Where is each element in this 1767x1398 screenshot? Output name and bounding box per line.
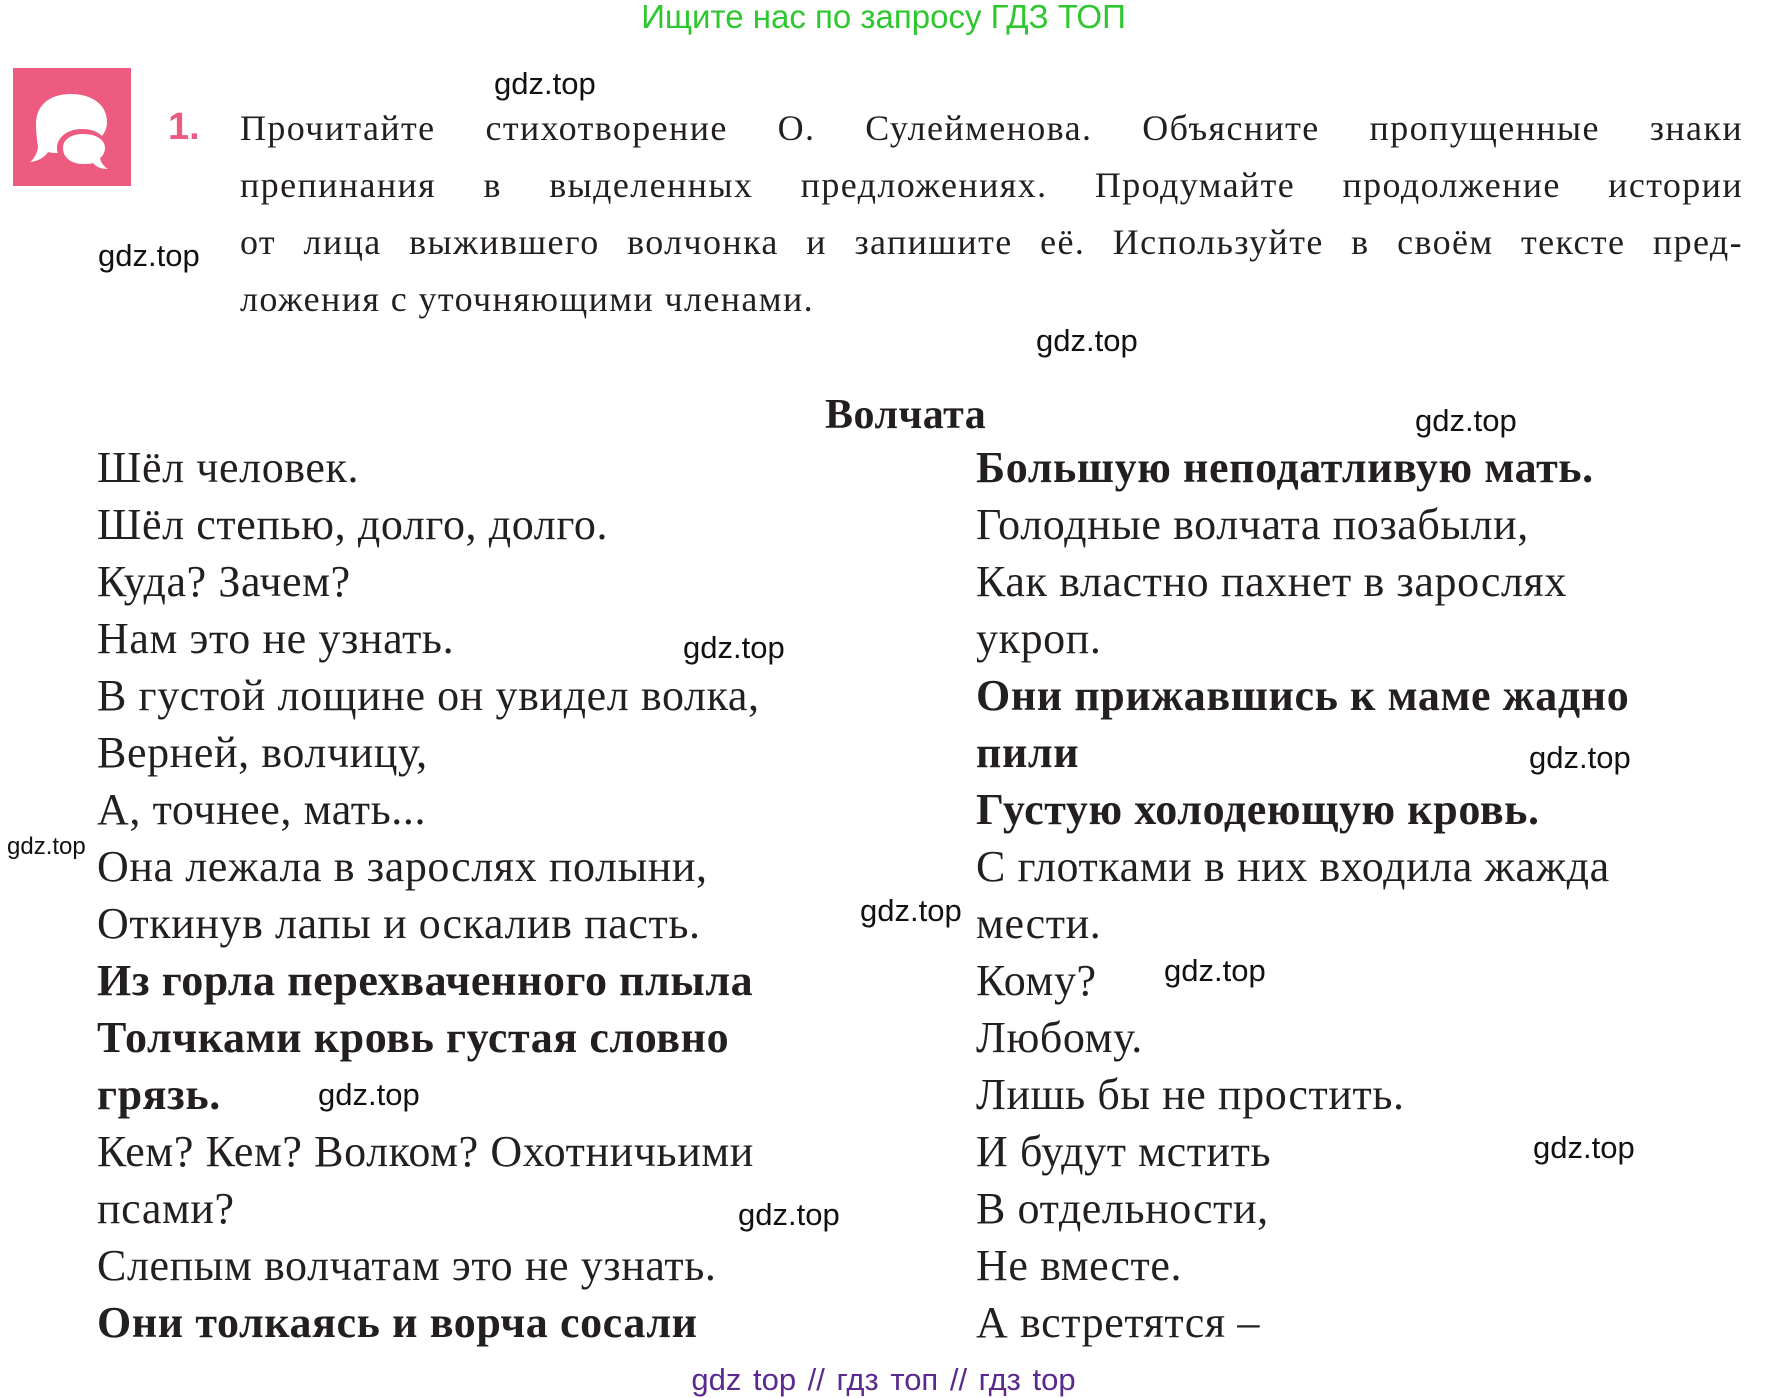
poem-left-line: Верней, волчицу, — [97, 728, 428, 777]
poem-left-line: Шёл степью, долго, долго. — [97, 500, 609, 549]
poem-right-line: С глотками в них входила жажда — [976, 842, 1610, 891]
watermark: gdz.top — [1415, 403, 1517, 438]
task-text-line-4: ложения с уточняющими членами. — [240, 279, 815, 319]
task-text-line-2: препинания в выделенных предложениях. Продумайте продолжение истории — [240, 165, 1743, 205]
poem-left-line: псами? — [97, 1184, 235, 1233]
poem-left-line: Она лежала в зарослях полыни, — [97, 842, 708, 891]
poem-left-line-bold: грязь. — [97, 1070, 221, 1119]
poem-left-line-bold: Толчками кровь густая словно — [97, 1013, 730, 1062]
task-text-line-3: от лица выжившего волчонка и запишите её. Используйте в своём тексте пред- — [240, 222, 1743, 262]
poem-right-line: укроп. — [976, 614, 1102, 663]
watermark: gdz.top — [1036, 323, 1138, 358]
task-text-line-1: Прочитайте стихотворение О. Сулейменова. Объясните пропущенные знаки — [240, 108, 1743, 148]
poem-right-line-bold: Большую неподатливую мать. — [976, 443, 1594, 492]
poem-right-line: А встретятся – — [976, 1298, 1260, 1347]
watermark: gdz.top — [98, 238, 200, 273]
poem-right-line: Не вместе. — [976, 1241, 1183, 1290]
poem-left-line: Кем? Кем? Волком? Охотничьими — [97, 1127, 754, 1176]
poem-right-line: мести. — [976, 899, 1102, 948]
poem-left-line: Слепым волчатам это не узнать. — [97, 1241, 717, 1290]
poem-right-line: И будут мстить — [976, 1127, 1272, 1176]
watermark: gdz.top — [1164, 953, 1266, 988]
poem-right-line: Лишь бы не простить. — [976, 1070, 1405, 1119]
watermark: gdz.top — [7, 833, 86, 860]
watermark: gdz.top — [1529, 740, 1631, 775]
poem-right-line: В отдельности, — [976, 1184, 1269, 1233]
poem-left-line: Шёл человек. — [97, 443, 360, 492]
poem-right-line-bold: пили — [976, 728, 1080, 777]
poem-left-line: В густой лощине он увидел волка, — [97, 671, 760, 720]
poem-left-line: Откинув лапы и оскалив пасть. — [97, 899, 701, 948]
watermark: gdz.top — [494, 66, 596, 101]
watermark: gdz.top — [318, 1077, 420, 1112]
poem-right-line: Кому? — [976, 956, 1097, 1005]
task-number: 1. — [168, 106, 200, 148]
watermark: gdz.top — [860, 893, 962, 928]
poem-right-line: Любому. — [976, 1013, 1143, 1062]
poem-right-line: Как властно пахнет в зарослях — [976, 557, 1567, 606]
poem-left-line-bold: Они толкаясь и ворча сосали — [97, 1298, 698, 1347]
poem-left-line-bold: Из горла перехваченного плыла — [97, 956, 754, 1005]
poem-right-line-bold: Они прижавшись к маме жадно — [976, 671, 1630, 720]
poem-title: Волчата — [825, 392, 987, 438]
poem-left-line: Нам это не узнать. — [97, 614, 455, 663]
search-banner: Ищите нас по запросу ГДЗ ТОП — [641, 0, 1126, 35]
watermark: gdz.top — [1533, 1130, 1635, 1165]
poem-right-line: Голодные волчата позабыли, — [976, 500, 1529, 549]
speech-bubbles-icon — [13, 68, 131, 186]
poem-right-line-bold: Густую холодеющую кровь. — [976, 785, 1540, 834]
footer-watermark: gdz top // гдз топ // гдз top — [691, 1362, 1076, 1397]
watermark: gdz.top — [738, 1197, 840, 1232]
poem-left-line: А, точнее, мать... — [97, 785, 427, 834]
watermark: gdz.top — [683, 630, 785, 665]
poem-left-line: Куда? Зачем? — [97, 557, 351, 606]
